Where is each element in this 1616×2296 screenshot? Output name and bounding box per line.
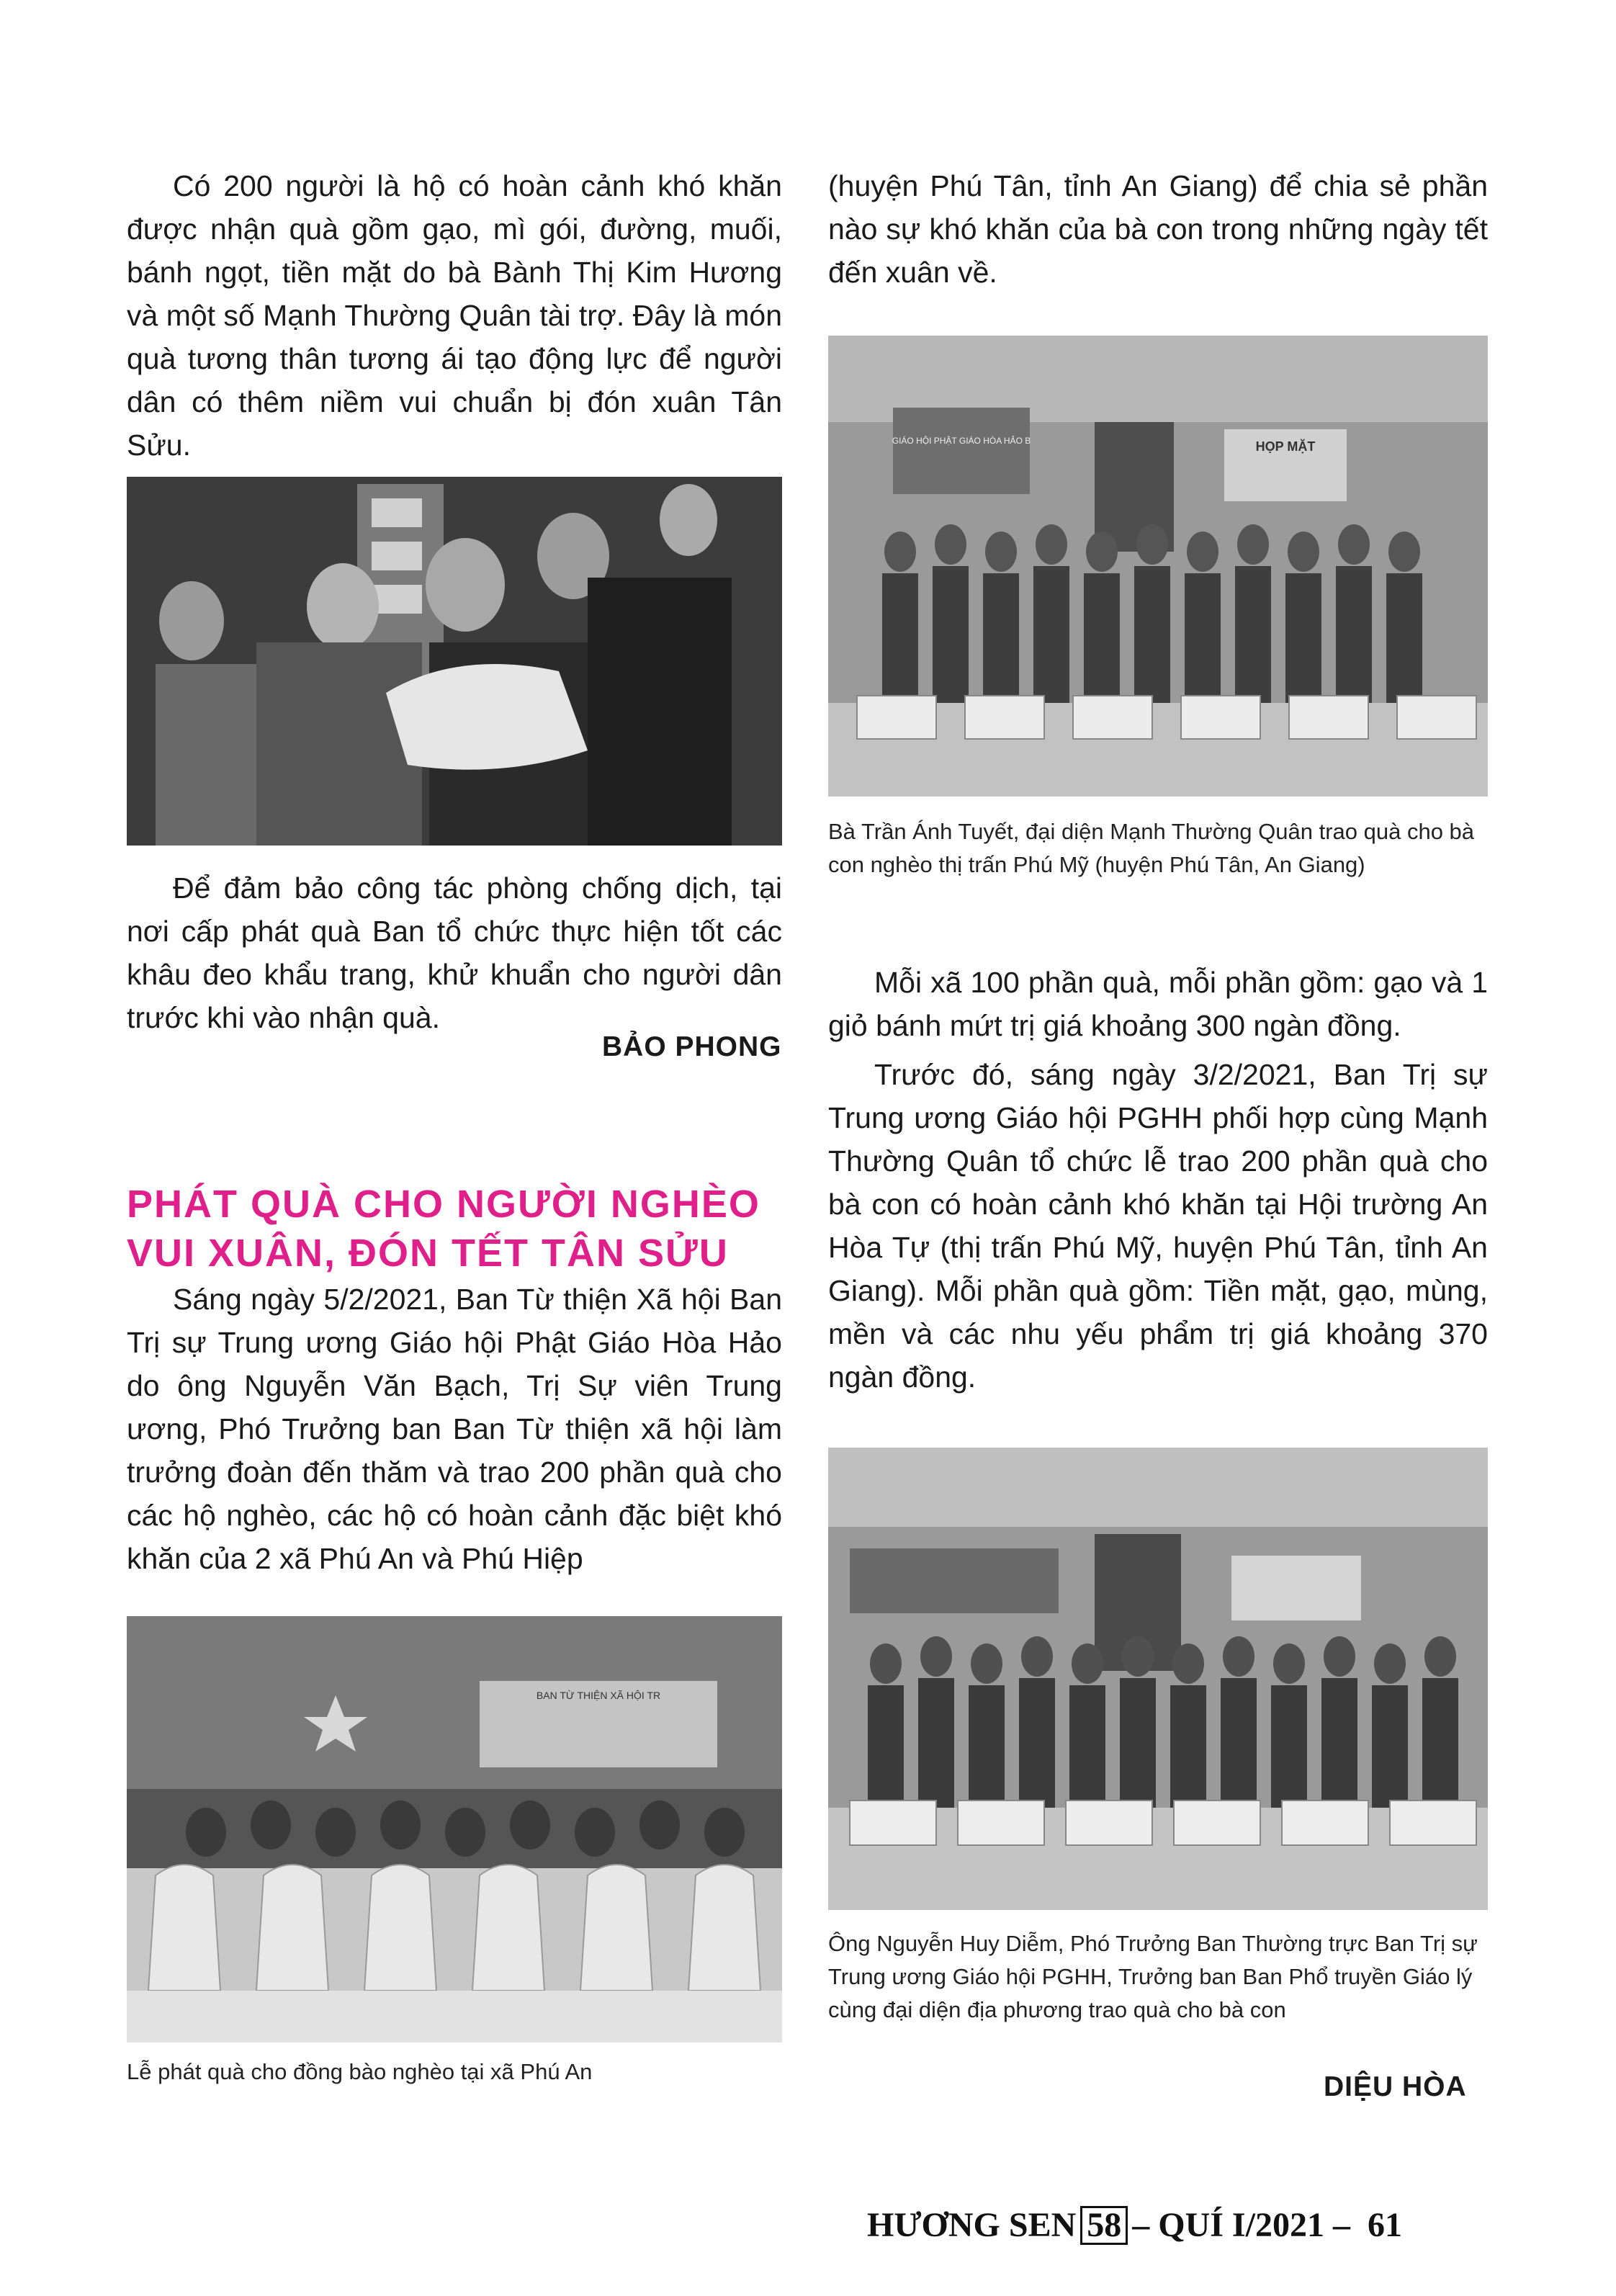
photo-gift-handover [127, 477, 782, 846]
byline-bao-phong: BẢO PHONG [602, 1031, 782, 1062]
paragraph: Để đảm bảo công tác phòng chống dịch, tại nơi cấp phát quà Ban tổ chức thực hiện tốt các khâu đeo khẩu trang, khử khuẩn cho người dân trước khi vào nhận quà. [127, 871, 782, 1034]
caption-phu-an: Lễ phát quà cho đồng bào nghèo tại xã Phú An [127, 2059, 593, 2084]
caption-phu-my: Bà Trần Ánh Tuyết, đại diện Mạnh Thường Quân trao quà cho bà con nghèo thị trấn Phú Mỹ (huyện Phú Tân, An Giang) [828, 819, 1475, 877]
photo-hall-group-2 [828, 1448, 1488, 1910]
magazine-name: HƯƠNG SEN [867, 2206, 1077, 2244]
page-number: 61 [1367, 2206, 1402, 2244]
photo-hall-group-1 [828, 336, 1488, 797]
photo1-banner-text: GIÁO HỘI PHẬT GIÁO HÒA HẢO B [892, 436, 1031, 446]
paragraph: Có 200 người là hộ có hoàn cảnh khó khăn được nhận quà gồm gạo, mì gói, đường, muối, bánh ngọt, tiền mặt do bà Bành Thị Kim Hương và một số Mạnh Thường Quân tài trợ. Đây là món quà tương thân tương ái tạo động lực để người dân có thêm niềm vui chuẩn bị đón xuân Tân Sửu. [127, 169, 782, 462]
photo-phu-an-ceremony [127, 1616, 782, 2042]
article-headline: PHÁT QUÀ CHO NGƯỜI NGHÈO VUI XUÂN, ĐÓN TẾT TÂN SỬU [127, 1183, 760, 1275]
paragraph: (huyện Phú Tân, tỉnh An Giang) để chia sẻ phần nào sự khó khăn của bà con trong những ngày tết đến xuân về. [828, 169, 1488, 289]
issue-number: 58 [1080, 2206, 1128, 2245]
caption-huy-diem: Ông Nguyễn Huy Diễm, Phó Trưởng Ban Thường trực Ban Trị sự Trung ương Giáo hội PGHH, Trưởng ban Ban Phổ truyền Giáo lý cùng đại diện địa phương trao quà cho bà con [828, 1931, 1478, 2022]
left-paragraph-3 [127, 1278, 782, 1586]
page-footer [867, 2205, 1402, 2245]
issue-period: – QUÍ I/2021 – [1132, 2206, 1350, 2244]
paragraph: Trước đó, sáng ngày 3/2/2021, Ban Trị sự Trung ương Giáo hội PGHH phối hợp cùng Mạnh Thường Quân tổ chức lễ trao 200 phần quà cho bà con có hoàn cảnh khó khăn tại Hội trường An Hòa Tự (thị trấn Phú Mỹ, huyện Phú Tân, tỉnh An Giang). Mỗi phần quà gồm: Tiền mặt, gạo, mùng, mền và các nhu yếu phẩm trị giá khoảng 370 ngàn đồng. [828, 1058, 1488, 1394]
left-paragraph-2 [127, 866, 782, 1045]
right-paragraph-2 [828, 961, 1488, 1404]
paragraph: Sáng ngày 5/2/2021, Ban Từ thiện Xã hội Ban Trị sự Trung ương Giáo hội Phật Giáo Hòa Hảo do ông Nguyễn Văn Bạch, Trị Sự viên Trung ương, Phó Trưởng ban Ban Từ thiện xã hội làm trưởng đoàn đến thăm và trao 200 phần quà cho các hộ nghèo, các hộ có hoàn cảnh đặc biệt khó khăn của 2 xã Phú An và Phú Hiệp [127, 1283, 782, 1575]
byline-dieu-hoa: DIỆU HÒA [1324, 2071, 1467, 2102]
photo3-banner-text: BAN TỪ THIỆN XÃ HỘI TR [536, 1690, 661, 1701]
left-paragraph-1 [127, 164, 782, 472]
photo1-sign-text: HỌP MẶT [1255, 439, 1316, 454]
right-paragraph-1 [828, 164, 1488, 300]
paragraph: Mỗi xã 100 phần quà, mỗi phần gồm: gạo và 1 giỏ bánh mứt trị giá khoảng 300 ngàn đồng. [828, 966, 1488, 1042]
